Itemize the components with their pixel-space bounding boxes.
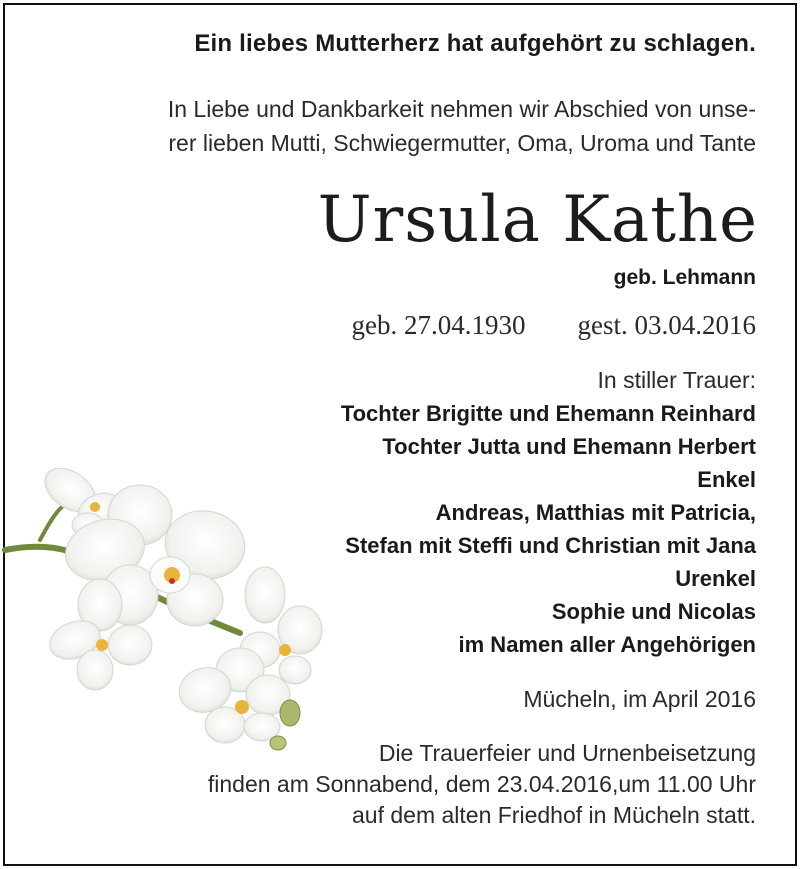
mourner-line: Tochter Jutta und Ehemann Herbert <box>382 434 756 459</box>
mourner-line: im Namen aller Angehörigen <box>458 632 756 657</box>
maiden-name: geb. Lehmann <box>613 266 756 289</box>
death-date: gest. 03.04.2016 <box>577 310 756 340</box>
mourners-list <box>341 364 756 661</box>
deceased-name: Ursula Kathe <box>317 183 758 257</box>
headline: Ein liebes Mutterherz hat aufgehört zu schlagen. <box>194 30 756 57</box>
service-line: Die Trauerfeier und Urnenbeisetzung <box>378 740 756 766</box>
mourner-line: Andreas, Matthias mit Patricia, <box>435 500 756 525</box>
mourner-line: Stefan mit Steffi und Christian mit Jana <box>345 533 756 558</box>
mourner-line: Enkel <box>697 467 756 492</box>
intro-line: In Liebe und Dankbarkeit nehmen wir Abschied von unse- <box>167 96 756 122</box>
place-date: Mücheln, im April 2016 <box>523 686 756 712</box>
service-line: auf dem alten Friedhof in Mücheln statt. <box>352 802 756 828</box>
mourner-line: Sophie und Nicolas <box>551 599 756 624</box>
mourning-intro: In stiller Trauer: <box>597 367 756 393</box>
service-line: finden am Sonnabend, dem 23.04.2016,um 11.00 Uhr <box>207 771 756 797</box>
intro-line: rer lieben Mutti, Schwiegermutter, Oma, Uroma und Tante <box>168 130 756 156</box>
life-dates <box>352 310 756 341</box>
intro-text <box>168 92 756 160</box>
mourner-line: Tochter Brigitte und Ehemann Reinhard <box>340 401 756 426</box>
mourner-line: Urenkel <box>675 566 756 591</box>
white-orchid-icon <box>0 455 330 755</box>
birth-date: geb. 27.04.1930 <box>351 310 526 340</box>
